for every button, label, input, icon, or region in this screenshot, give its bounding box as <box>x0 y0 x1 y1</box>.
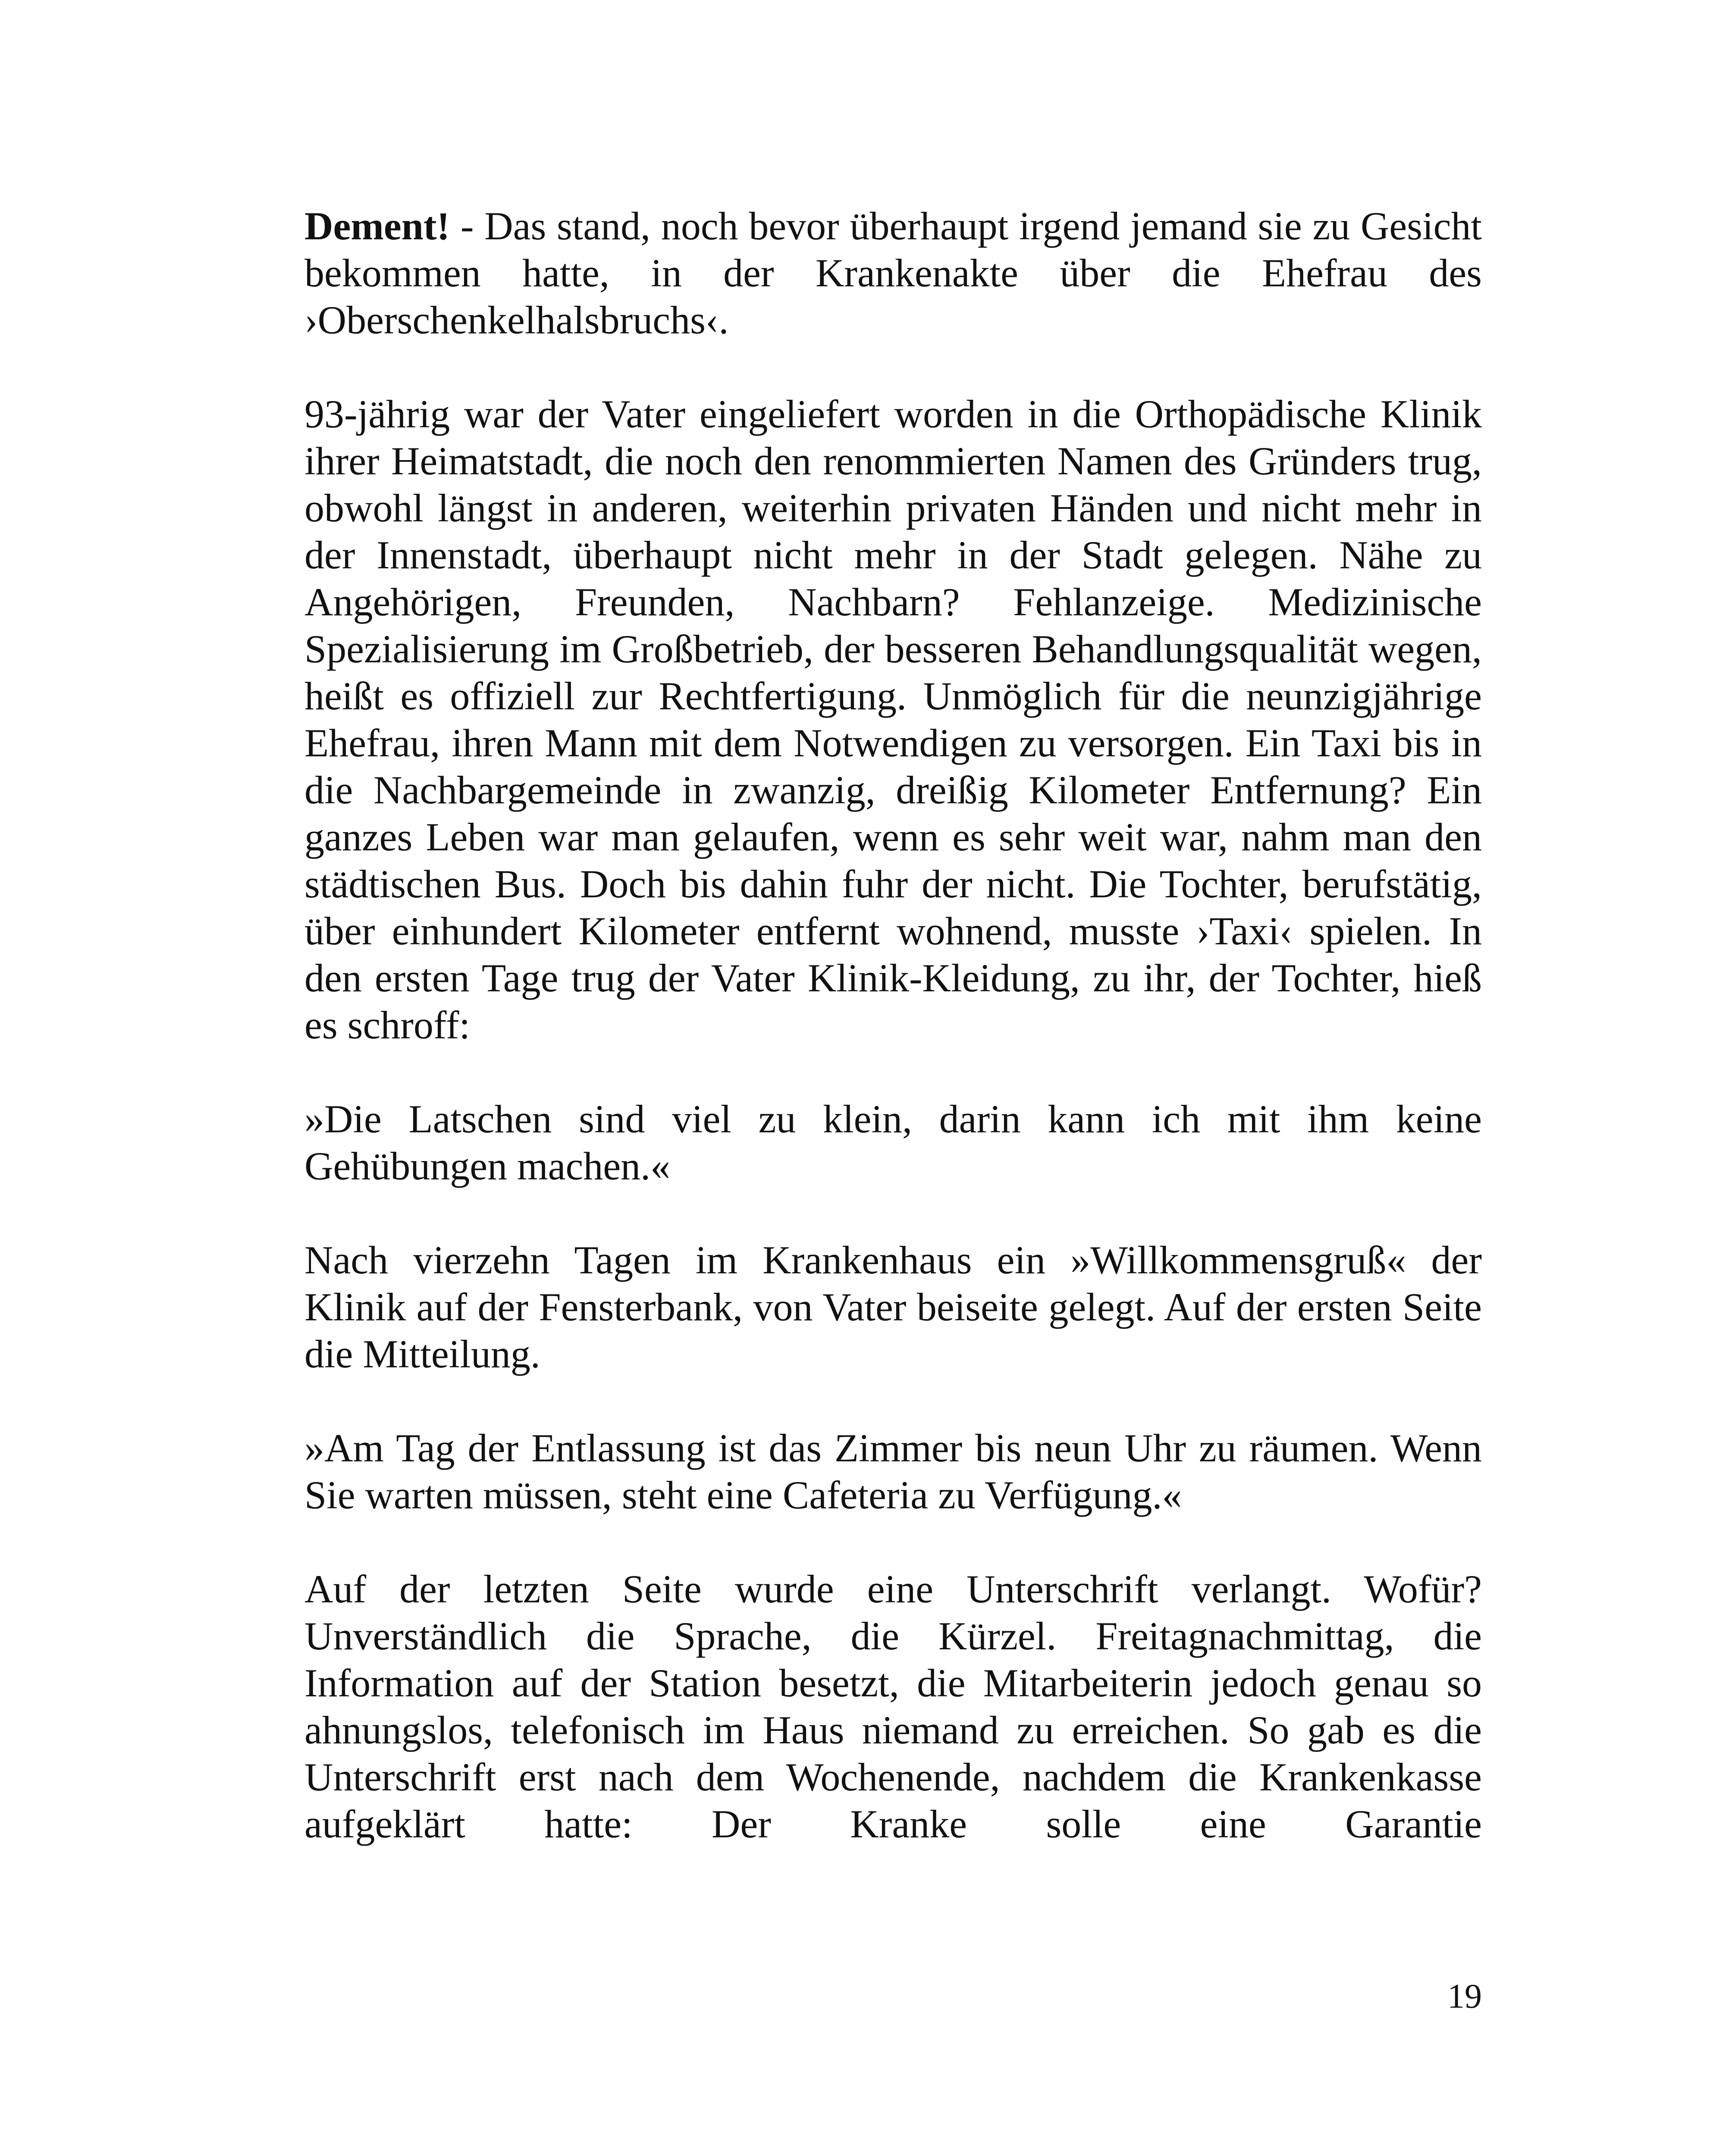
page-number: 19 <box>1447 1977 1482 2015</box>
paragraph-1 <box>304 203 1482 344</box>
paragraph-lead-bold: Dement! <box>304 204 450 248</box>
paragraph-text: - Das stand, noch bevor überhaupt irgend jemand sie zu Gesicht bekommen hatte, in der Krankenakte über die Ehefrau des ›Oberschenkelhalsbruchs‹. <box>304 204 1482 342</box>
paragraph-2: 93-jährig war der Vater eingeliefert worden in die Orthopädische Klinik ihrer Heimatstadt, die noch den renommierten Namen des Gründers trug, obwohl längst in anderen, weiterhin privaten Händen und nicht mehr in der Innenstadt, überhaupt nicht mehr in der Stadt gelegen. Nähe zu Angehörigen, Freunden, Nachbarn? Fehlanzeige. Medizinische Spezialisierung im Großbetrieb, der besseren Behandlungsqualität wegen, heißt es offiziell zur Rechtfertigung. Unmöglich für die neunzigjährige Ehefrau, ihren Mann mit dem Notwendigen zu versorgen. Ein Taxi bis in die Nachbargemeinde in zwanzig, dreißig Kilometer Entfernung? Ein ganzes Leben war man gelaufen, wenn es sehr weit war, nahm man den städtischen Bus. Doch bis dahin fuhr der nicht. Die Tochter, berufstätig, über einhundert Kilometer entfernt wohnend, musste ›Taxi‹ spielen. In den ersten Tage trug der Vater Klinik-Kleidung, zu ihr, der Tochter, hieß es schroff: <box>304 392 1482 1047</box>
paragraph-5: »Am Tag der Entlassung ist das Zimmer bis neun Uhr zu räumen. Wenn Sie warten müssen, steht eine Cafeteria zu Verfügung.« <box>304 1426 1482 1517</box>
paragraph-6: Auf der letzten Seite wurde eine Unterschrift verlangt. Wofür? Unverständlich die Sprache, die Kürzel. Freitagnachmittag, die Information auf der Station besetzt, die Mitarbeiterin jedoch genau so ahnungslos, telefonisch im Haus niemand zu erreichen. So gab es die Unterschrift erst nach dem Wochenende, nachdem die Krankenkasse aufgeklärt hatte: Der Kranke solle eine Garantie <box>304 1567 1482 1846</box>
paragraph-3: »Die Latschen sind viel zu klein, darin kann ich mit ihm keine Gehübungen machen.« <box>304 1097 1482 1188</box>
body-text <box>304 203 1482 1848</box>
paragraph-4: Nach vierzehn Tagen im Krankenhaus ein »Willkommensgruß« der Klinik auf der Fensterbank, von Vater beiseite gelegt. Auf der ersten Seite die Mitteilung. <box>304 1238 1482 1376</box>
